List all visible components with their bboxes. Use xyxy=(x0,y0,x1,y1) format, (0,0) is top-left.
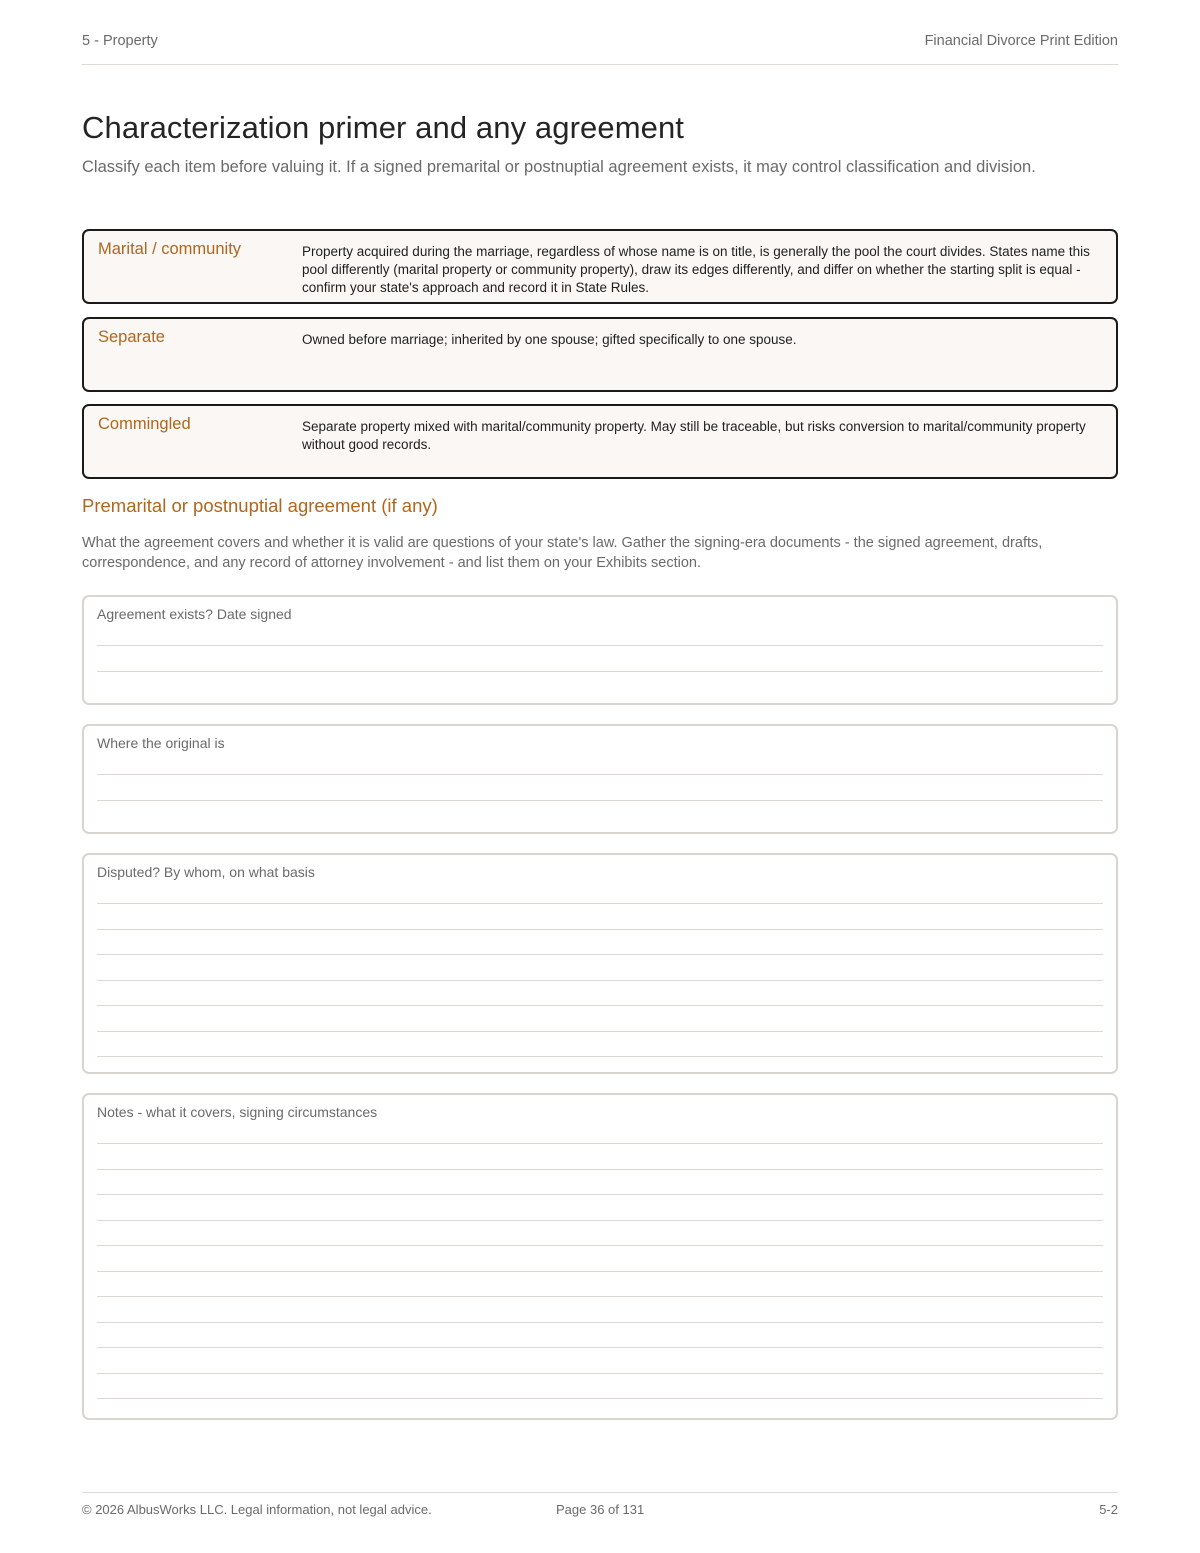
writing-line xyxy=(97,929,1103,930)
publication-name: Financial Divorce Print Edition xyxy=(924,33,1118,49)
field-label: Agreement exists? Date signed xyxy=(97,606,292,622)
writing-line xyxy=(97,1005,1103,1006)
writing-line xyxy=(97,1220,1103,1221)
field-label: Notes - what it covers, signing circumstances xyxy=(97,1104,378,1120)
definition-term: Marital / community xyxy=(98,240,242,258)
writing-line xyxy=(97,1031,1103,1032)
definition-text: Owned before marriage; inherited by one spouse; gifted specifically to one spouse. xyxy=(302,332,797,347)
writing-line xyxy=(97,954,1103,955)
page-subtitle: Classify each item before valuing it. If a signed premarital or postnuptial agreement exists, it may control classification and division. xyxy=(82,158,1036,176)
writing-line xyxy=(97,1169,1103,1170)
definition-text: Property acquired during the marriage, regardless of whose name is on title, is generally the pool the court divides. States name this pool differently (marital property or community property), draw its edges differently, and differ on whether the starting split is equal - confirm your state's approach and record it in State Rules. xyxy=(302,244,1090,295)
definition-card-separate xyxy=(82,317,1118,392)
writing-line xyxy=(97,800,1103,801)
writing-line xyxy=(97,1322,1103,1323)
field-original-location[interactable] xyxy=(82,724,1118,834)
definition-text: Separate property mixed with marital/community property. May still be traceable, but risks conversion to marital/community property without good records. xyxy=(302,419,1086,452)
writing-line xyxy=(97,1373,1103,1374)
definition-card-commingled xyxy=(82,404,1118,479)
page-number: Page 36 of 131 xyxy=(556,1502,645,1517)
definition-term: Commingled xyxy=(98,415,191,433)
page-title: Characterization primer and any agreement xyxy=(82,110,685,145)
agreement-intro: What the agreement covers and whether it is valid are questions of your state's law. Gather the signing-era documents - the signed agreement, drafts, correspondence, and any record of attorney involvement - and list them on your Exhibits section. xyxy=(82,535,1043,571)
writing-line xyxy=(97,1398,1103,1399)
writing-line xyxy=(97,671,1103,672)
field-notes[interactable] xyxy=(82,1093,1118,1420)
definition-term: Separate xyxy=(98,328,165,346)
writing-lines[interactable] xyxy=(97,645,1103,672)
section-name: 5 - Property xyxy=(82,33,158,49)
definition-card-marital xyxy=(82,229,1118,304)
writing-line xyxy=(97,903,1103,904)
writing-line xyxy=(97,1194,1103,1195)
writing-line xyxy=(97,1296,1103,1297)
writing-line xyxy=(97,1245,1103,1246)
writing-lines[interactable] xyxy=(97,1143,1103,1399)
writing-line xyxy=(97,1271,1103,1272)
agreement-heading: Premarital or postnuptial agreement (if any) xyxy=(82,495,438,516)
writing-line xyxy=(97,1056,1103,1057)
page-footer xyxy=(82,1492,1118,1522)
writing-line xyxy=(97,1143,1103,1144)
writing-line xyxy=(97,980,1103,981)
field-agreement-date[interactable] xyxy=(82,595,1118,705)
writing-line xyxy=(97,1347,1103,1348)
writing-line xyxy=(97,774,1103,775)
section-page-code: 5-2 xyxy=(1099,1502,1118,1517)
writing-lines[interactable] xyxy=(97,774,1103,801)
field-label: Disputed? By whom, on what basis xyxy=(97,864,315,880)
field-label: Where the original is xyxy=(97,735,225,751)
field-dispute[interactable] xyxy=(82,853,1118,1074)
writing-line xyxy=(97,645,1103,646)
copyright-notice: © 2026 AlbusWorks LLC. Legal information, not legal advice. xyxy=(82,1502,432,1517)
writing-lines[interactable] xyxy=(97,903,1103,1057)
page-header xyxy=(82,33,1118,65)
